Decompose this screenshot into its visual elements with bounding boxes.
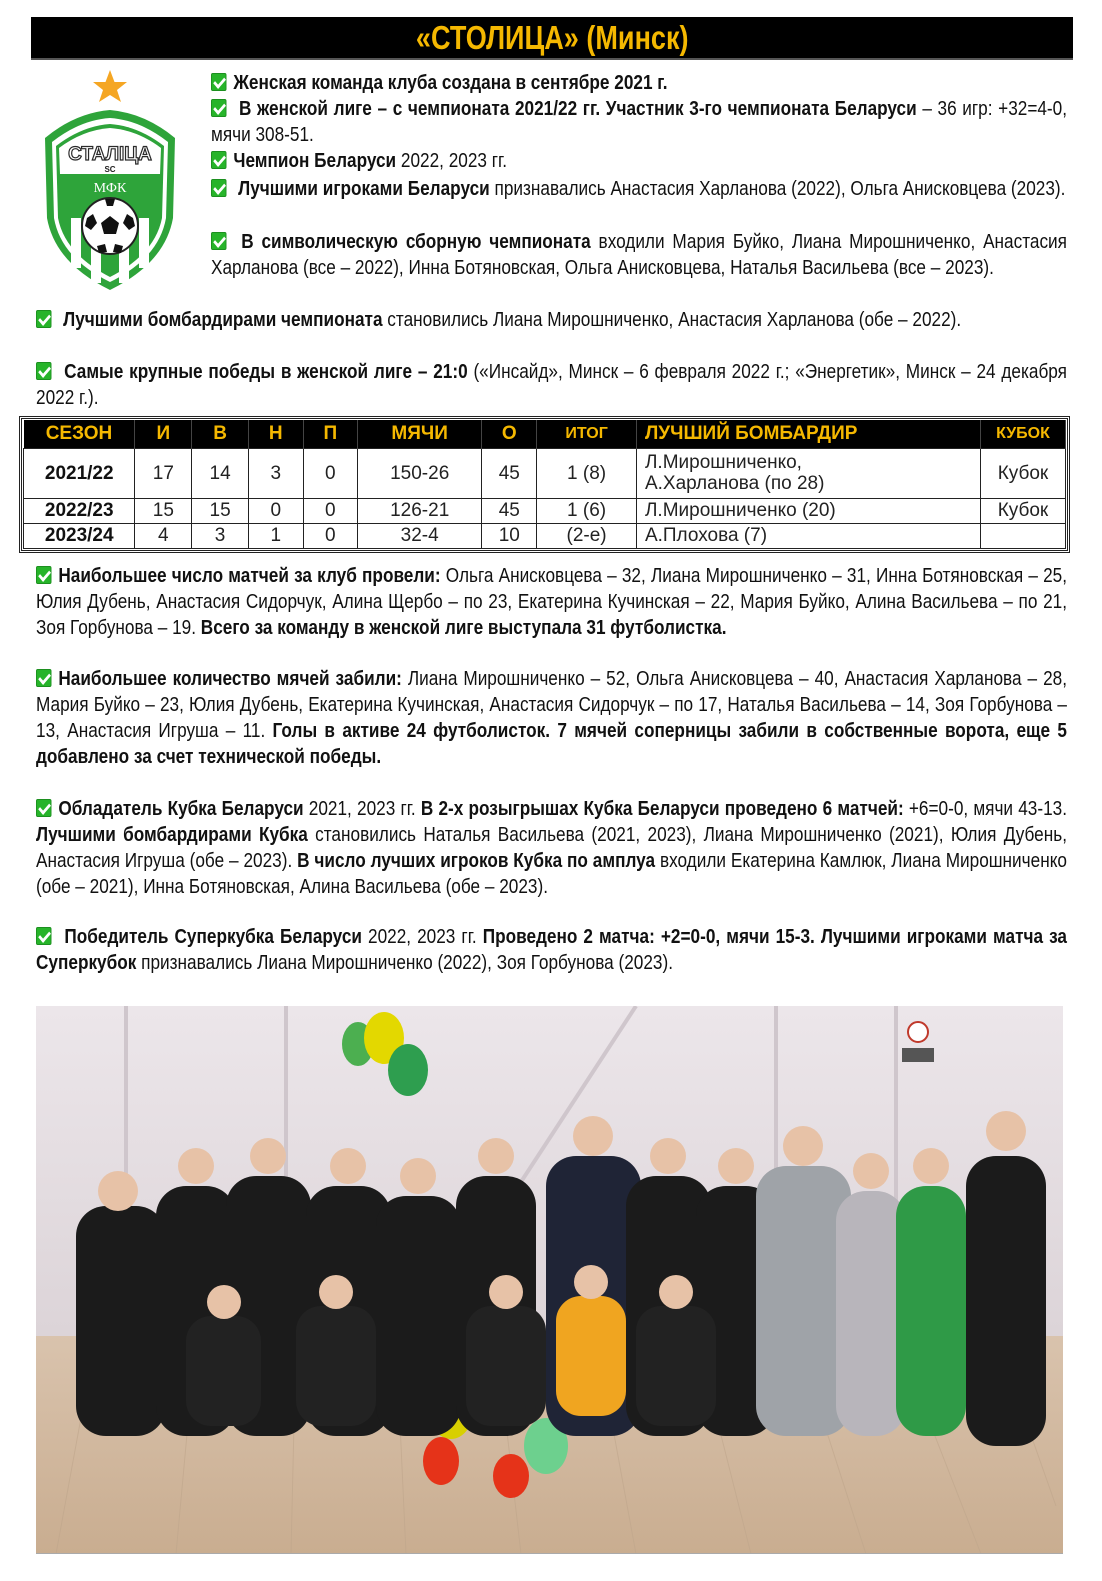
cell-games: 17: [135, 448, 192, 498]
cell-games: 4: [135, 523, 192, 548]
cell-games: 15: [135, 498, 192, 523]
col-header-result: ИТОГ: [537, 420, 637, 448]
cell-season: 2022/23: [24, 498, 135, 523]
cell-season: 2021/22: [24, 448, 135, 498]
col-header-goals: МЯЧИ: [358, 420, 482, 448]
checkbox-icon: [36, 927, 51, 945]
fact-champion: Чемпион Беларуси 2022, 2023 гг.: [211, 148, 1067, 174]
page-title: «СТОЛИЦА» (Минск): [415, 18, 689, 56]
checkbox-icon: [211, 99, 226, 117]
checkbox-icon: [36, 362, 51, 380]
fact-league-entry: В женской лиге – с чемпионата 2021/22 гг. Участник 3-го чемпионата Беларуси – 36 игр: +32=4-0, мячи 308-51.: [211, 98, 1068, 146]
fact-top-scorers: Лучшими бомбардирами чемпионата становились Лиана Мирошниченко, Анастасия Харланова (обе – 2022).: [36, 307, 1067, 333]
checkbox-icon: [211, 73, 226, 91]
cell-top-scorer: Л.Мирошниченко (20): [636, 498, 980, 523]
cell-result: 1 (8): [537, 448, 637, 498]
cell-points: 10: [482, 523, 537, 548]
cell-result: 1 (6): [537, 498, 637, 523]
star-icon: [93, 70, 127, 102]
cell-points: 45: [482, 448, 537, 498]
record-cup: Обладатель Кубка Беларуси 2021, 2023 гг. В 2-х розыгрышах Кубка Беларуси проведено 6 матчей: +6=0-0, мячи 43-13. Лучшими бомбардирами Кубка становились Наталья Васильева (2021, 2023), Лиана Мирошниченко (2021), Юлия Дубень, Анастасия Игруша (обе – 2023). В число лучших игроков Кубка по амплуа входили Екатерина Камлюк, Лиана Мирошниченко (обе – 2021), Инна Ботяновская, Алина Васильева (обе – 2023).: [36, 798, 1067, 898]
checkbox-icon: [211, 232, 226, 250]
col-header-games: И: [135, 420, 192, 448]
table-row: [24, 498, 1066, 523]
cell-season: 2023/24: [24, 523, 135, 548]
cell-top-scorer: А.Плохова (7): [636, 523, 980, 548]
checkbox-icon: [211, 179, 226, 197]
fact-biggest-wins: Самые крупные победы в женской лиге – 21:0 («Инсайд», Минск – 6 февраля 2022 г.; «Энергетик», Минск – 24 декабря 2022 г.).: [36, 361, 1067, 409]
fact-best-players: Лучшими игроками Беларуси признавались Анастасия Харланова (2022), Ольга Анисковцева (2023).: [211, 176, 1067, 202]
record-supercup: Победитель Суперкубка Беларуси 2022, 2023 гг. Проведено 2 матча: +2=0-0, мячи 15-3. Лучшими игроками матча за Суперкубок признавались Лиана Мирошниченко (2022), Зоя Горбунова (2023).: [36, 926, 1067, 974]
cell-cup: [980, 523, 1065, 548]
cell-draws: 0: [248, 498, 303, 523]
col-header-losses: П: [303, 420, 358, 448]
cell-goals: 126-21: [358, 498, 482, 523]
record-most-matches: Наибольшее число матчей за клуб провели: Ольга Анисковцева – 32, Лиана Мирошниченко – 31, Инна Ботяновская – 25, Юлия Дубень, Анастасия Сидорчук, Алина Щербо – по 23, Екатерина Кучинская – 22, Мария Буйко, Алина Васильева – по 21, Зоя Горбунова – 19. Всего за команду в женской лиге выступала 31 футболистка.: [36, 565, 1067, 639]
wall-clock-icon: [908, 1022, 928, 1042]
cell-top-scorer: [636, 448, 980, 498]
cell-wins: 3: [192, 523, 249, 548]
cell-wins: 15: [192, 498, 249, 523]
scorer-line: А.Харланова (по 28): [644, 473, 825, 494]
table-row: [24, 448, 1066, 498]
cell-goals: 32-4: [358, 523, 482, 548]
table-row: [24, 523, 1066, 548]
scorer-line: Л.Мирошниченко,: [644, 452, 802, 473]
checkbox-icon: [36, 799, 51, 817]
cell-cup: Кубок: [980, 498, 1065, 523]
checkbox-icon: [211, 151, 226, 169]
table-header-row: [24, 420, 1066, 448]
fact-founded: Женская команда клуба создана в сентябре 2021 г.: [211, 70, 1067, 96]
team-photo: [36, 1006, 1063, 1554]
cell-points: 45: [482, 498, 537, 523]
svg-text:МФК: МФК: [93, 181, 127, 196]
checkbox-icon: [36, 566, 51, 584]
logo-wordmark: СТАЛIЦА: [68, 144, 152, 165]
club-logo: [35, 68, 185, 293]
cell-cup: Кубок: [980, 448, 1065, 498]
svg-text:SC: SC: [104, 165, 116, 174]
checkbox-icon: [36, 310, 51, 328]
cell-losses: 0: [303, 448, 358, 498]
page-title-bar: [31, 17, 1073, 60]
cell-losses: 0: [303, 498, 358, 523]
col-header-points: О: [482, 420, 537, 448]
cell-draws: 1: [248, 523, 303, 548]
team-photo-illustration: [36, 1006, 1063, 1554]
col-header-wins: В: [192, 420, 249, 448]
cell-result: (2-е): [537, 523, 637, 548]
season-stats-table: [19, 416, 1070, 553]
record-most-goals: Наибольшее количество мячей забили: Лиана Мирошниченко – 52, Ольга Анисковцева – 40, Анастасия Харланова – 28, Мария Буйко – 23, Юлия Дубень, Екатерина Кучинская, Анастасия Сидорчук – по 17, Наталья Васильева – 14, Зоя Горбунова – 13, Анастасия Игруша – 11. Голы в активе 24 футболисток. 7 мячей соперницы забили в собственные ворота, еще 5 добавлено за счет технической победы.: [36, 668, 1067, 768]
col-header-draws: Н: [248, 420, 303, 448]
col-header-top-scorer: ЛУЧШИЙ БОМБАРДИР: [636, 420, 980, 448]
cell-goals: 150-26: [358, 448, 482, 498]
col-header-season: СЕЗОН: [24, 420, 135, 448]
checkbox-icon: [36, 669, 51, 687]
cell-losses: 0: [303, 523, 358, 548]
fact-all-star-team: В символическую сборную чемпионата входили Мария Буйко, Лиана Мирошниченко, Анастасия Харланова (все – 2022), Инна Ботяновская, Ольга Анисковцева, Наталья Васильева (все – 2023).: [211, 231, 1067, 279]
cell-wins: 14: [192, 448, 249, 498]
col-header-cup: КУБОК: [980, 420, 1065, 448]
cell-draws: 3: [248, 448, 303, 498]
